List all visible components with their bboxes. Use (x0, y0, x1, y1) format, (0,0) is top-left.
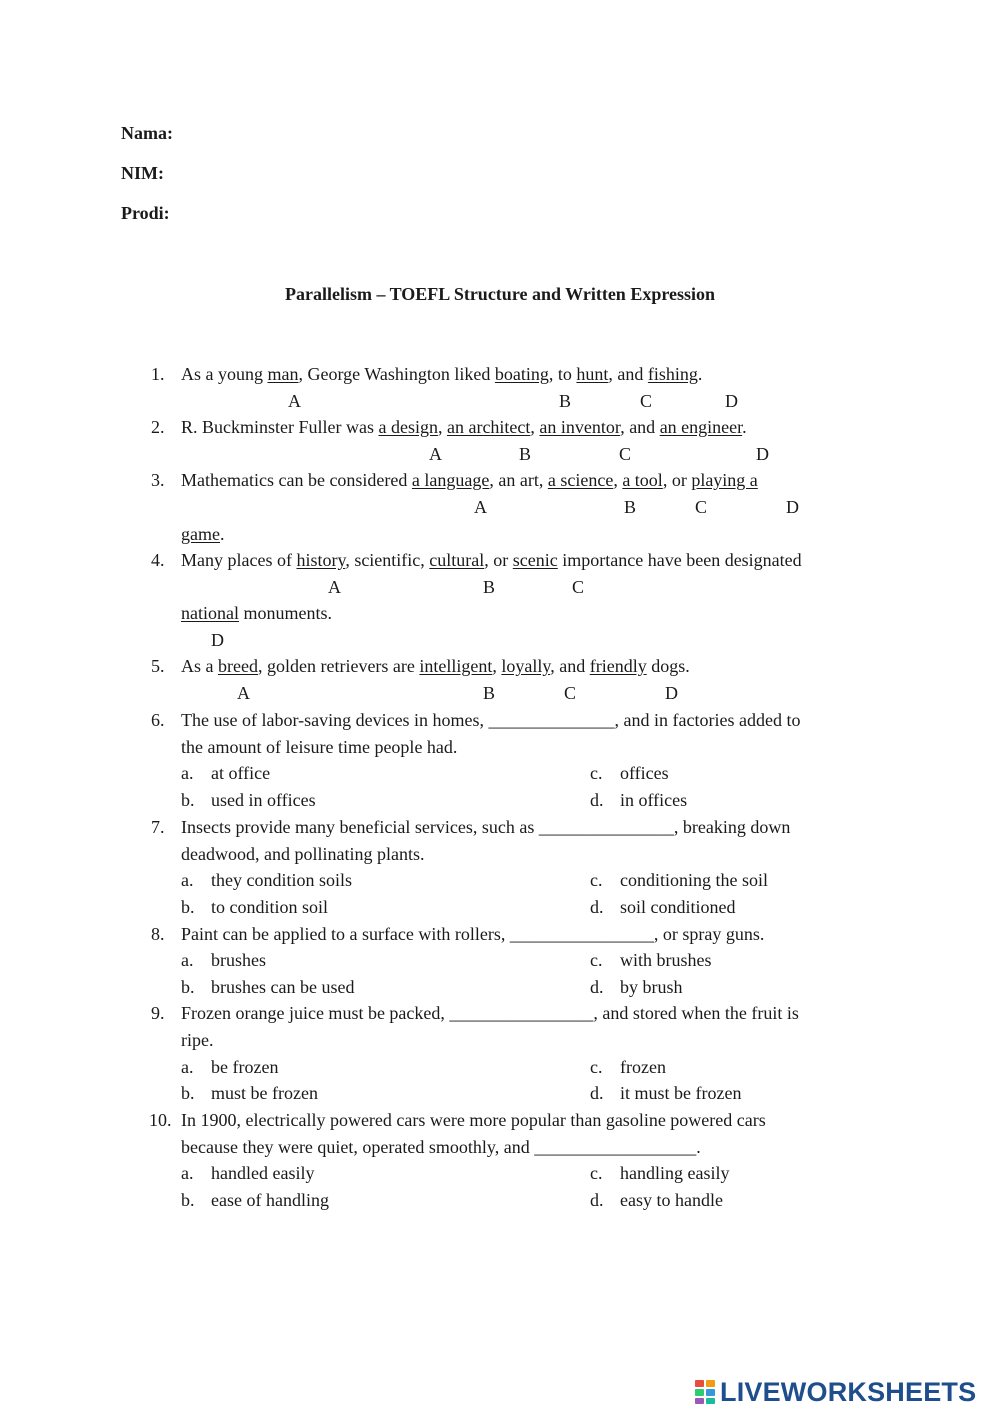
text-segment: , scientific, (345, 550, 430, 570)
underlined-option-c: an inventor (539, 417, 621, 437)
underlined-option-c: scenic (512, 550, 558, 570)
option-d[interactable] (590, 789, 687, 811)
option-letter: d. (590, 1083, 604, 1103)
option-letter: c. (590, 870, 603, 890)
option-b[interactable] (181, 976, 354, 998)
option-letter: a. (181, 763, 194, 783)
choice-letter-a: A (474, 497, 487, 517)
text-segment: , golden retrievers are (257, 656, 420, 676)
choice-letter-a: A (288, 391, 301, 411)
option-text: handling easily (620, 1163, 730, 1183)
text-segment: . (697, 364, 703, 384)
underlined-option-b: a science (547, 470, 614, 490)
option-text: to condition soil (211, 897, 328, 917)
logo-text: LIVEWORKSHEETS (720, 1376, 977, 1407)
underlined-option-a: a design (378, 417, 438, 437)
question-3-text (181, 469, 758, 491)
choice-letter-c: C (640, 391, 653, 411)
text-segment: , and (620, 417, 660, 437)
choice-letter-b: B (483, 683, 496, 703)
underlined-option-d: game (181, 524, 220, 544)
choice-letter-c: C (572, 577, 585, 597)
option-c[interactable] (590, 1162, 729, 1184)
text-segment: As a (181, 656, 218, 676)
option-letter: a. (181, 950, 194, 970)
underlined-option-c: loyally (501, 656, 551, 676)
choice-letter-b: B (624, 497, 637, 517)
underlined-option-d: playing a (691, 470, 758, 490)
option-letter: d. (590, 1190, 604, 1210)
question-number: 7. (151, 817, 165, 837)
option-letter: b. (181, 790, 195, 810)
text-segment: , (492, 656, 502, 676)
text-segment: , (437, 417, 447, 437)
option-b[interactable] (181, 1189, 329, 1211)
underlined-option-b: intelligent (419, 656, 493, 676)
choice-letter-a: A (237, 683, 250, 703)
option-a[interactable] (181, 1162, 314, 1184)
option-text: conditioning the soil (620, 870, 768, 890)
text-segment: R. Buckminster Fuller was (181, 417, 379, 437)
option-text: with brushes (620, 950, 712, 970)
choice-letter-a: A (328, 577, 341, 597)
option-letter: a. (181, 1057, 194, 1077)
question-2-text (181, 416, 747, 438)
underlined-option-b: boating (494, 364, 549, 384)
question-4-text (181, 549, 802, 571)
question-number: 3. (151, 470, 165, 490)
option-letter: b. (181, 977, 195, 997)
option-text: in offices (620, 790, 688, 810)
option-d[interactable] (590, 896, 736, 918)
text-segment: monuments. (238, 603, 332, 623)
prodi-label: Prodi: (121, 203, 170, 223)
underlined-option-a: history (296, 550, 346, 570)
option-c[interactable] (590, 869, 768, 891)
question-10-line-1: In 1900, electrically powered cars were more popular than gasoline powered cars (181, 1110, 766, 1130)
option-b[interactable] (181, 1082, 318, 1104)
question-5-text (181, 655, 690, 677)
text-segment: importance have been designated (557, 550, 802, 570)
question-6-line-1: The use of labor-saving devices in homes, ______________, and in factories added to (181, 710, 801, 730)
option-text: soil conditioned (620, 897, 736, 917)
underlined-option-d: national (181, 603, 239, 623)
question-10-line-2: because they were quiet, operated smoothly, and __________________. (181, 1137, 701, 1157)
text-segment: . (219, 524, 225, 544)
underlined-option-b: an architect (446, 417, 531, 437)
choice-letter-c: C (695, 497, 708, 517)
option-text: by brush (620, 977, 683, 997)
choice-letter-c: C (564, 683, 577, 703)
name-label: Nama: (121, 123, 173, 143)
choice-letter-d: D (665, 683, 678, 703)
option-letter: d. (590, 790, 604, 810)
question-number: 1. (151, 364, 165, 384)
option-text: it must be frozen (620, 1083, 742, 1103)
text-segment: Many places of (181, 550, 297, 570)
choice-letter-d: D (756, 444, 769, 464)
question-number: 8. (151, 924, 165, 944)
option-text: brushes (211, 950, 266, 970)
choice-letter-b: B (483, 577, 496, 597)
text-segment: , (613, 470, 623, 490)
choice-letter-c: C (619, 444, 632, 464)
question-1-text (181, 363, 702, 385)
text-segment: , and (550, 656, 590, 676)
option-text: they condition soils (211, 870, 352, 890)
choice-letter-d: D (725, 391, 738, 411)
option-d[interactable] (590, 1189, 723, 1211)
underlined-option-d: an engineer (659, 417, 743, 437)
option-b[interactable] (181, 896, 328, 918)
choice-letter-b: B (519, 444, 532, 464)
option-a[interactable] (181, 1056, 278, 1078)
option-text: offices (620, 763, 669, 783)
underlined-option-c: hunt (576, 364, 609, 384)
nim-label: NIM: (121, 163, 164, 183)
text-segment: , and (608, 364, 648, 384)
question-number: 6. (151, 710, 165, 730)
option-d[interactable] (590, 976, 683, 998)
option-a[interactable] (181, 869, 352, 891)
question-3-continuation (181, 523, 224, 545)
question-6-line-2: the amount of leisure time people had. (181, 737, 458, 757)
option-text: used in offices (211, 790, 316, 810)
option-letter: c. (590, 950, 603, 970)
option-b[interactable] (181, 789, 316, 811)
underlined-option-d: fishing (647, 364, 698, 384)
option-letter: b. (181, 1190, 195, 1210)
underlined-option-b: cultural (429, 550, 485, 570)
choice-letter-d: D (786, 497, 799, 517)
text-segment: . (742, 417, 747, 437)
option-letter: c. (590, 1057, 603, 1077)
option-text: ease of handling (211, 1190, 329, 1210)
option-letter: c. (590, 763, 603, 783)
text-segment: , George Washington liked (298, 364, 495, 384)
option-letter: a. (181, 1163, 194, 1183)
option-text: at office (211, 763, 271, 783)
question-4-continuation (181, 602, 332, 624)
choice-letter-d: D (211, 630, 224, 650)
question-7-line-2: deadwood, and pollinating plants. (181, 844, 425, 864)
option-a[interactable] (181, 762, 270, 784)
option-letter: d. (590, 897, 604, 917)
option-text: frozen (620, 1057, 666, 1077)
question-7-line-1: Insects provide many beneficial services, such as _______________, breaking down (181, 817, 791, 837)
underlined-option-a: man (267, 364, 299, 384)
question-number: 4. (151, 550, 165, 570)
option-text: handled easily (211, 1163, 315, 1183)
blocks-icon (694, 1379, 716, 1405)
liveworksheets-logo[interactable] (694, 1377, 976, 1407)
text-segment: , to (548, 364, 577, 384)
question-9-line-1: Frozen orange juice must be packed, ________________, and stored when the fruit is (181, 1003, 799, 1023)
text-segment: , an art, (489, 470, 548, 490)
option-c[interactable] (590, 1056, 666, 1078)
option-c[interactable] (590, 762, 669, 784)
text-segment: Mathematics can be considered (181, 470, 412, 490)
option-text: easy to handle (620, 1190, 723, 1210)
question-number: 9. (151, 1003, 165, 1023)
text-segment: As a young (181, 364, 268, 384)
question-9-line-2: ripe. (181, 1030, 214, 1050)
option-text: must be frozen (211, 1083, 318, 1103)
text-segment: dogs. (646, 656, 690, 676)
text-segment: , or (484, 550, 513, 570)
option-text: be frozen (211, 1057, 279, 1077)
option-letter: b. (181, 897, 195, 917)
text-segment: , or (662, 470, 692, 490)
choice-letter-a: A (429, 444, 442, 464)
question-number: 2. (151, 417, 165, 437)
worksheet-title: Parallelism – TOEFL Structure and Written Expression (284, 284, 716, 304)
question-number: 5. (151, 656, 165, 676)
underlined-option-a: breed (218, 656, 258, 676)
underlined-option-d: friendly (589, 656, 647, 676)
underlined-option-a: a language (411, 470, 490, 490)
text-segment: , (530, 417, 540, 437)
question-8-line-1: Paint can be applied to a surface with rollers, ________________, or spray guns. (181, 924, 765, 944)
underlined-option-c: a tool (622, 470, 663, 490)
option-letter: d. (590, 977, 604, 997)
option-c[interactable] (590, 949, 712, 971)
option-letter: c. (590, 1163, 603, 1183)
option-letter: b. (181, 1083, 195, 1103)
choice-letter-b: B (559, 391, 572, 411)
question-number: 10. (149, 1110, 172, 1130)
option-letter: a. (181, 870, 194, 890)
option-text: brushes can be used (211, 977, 355, 997)
option-a[interactable] (181, 949, 266, 971)
option-d[interactable] (590, 1082, 741, 1104)
